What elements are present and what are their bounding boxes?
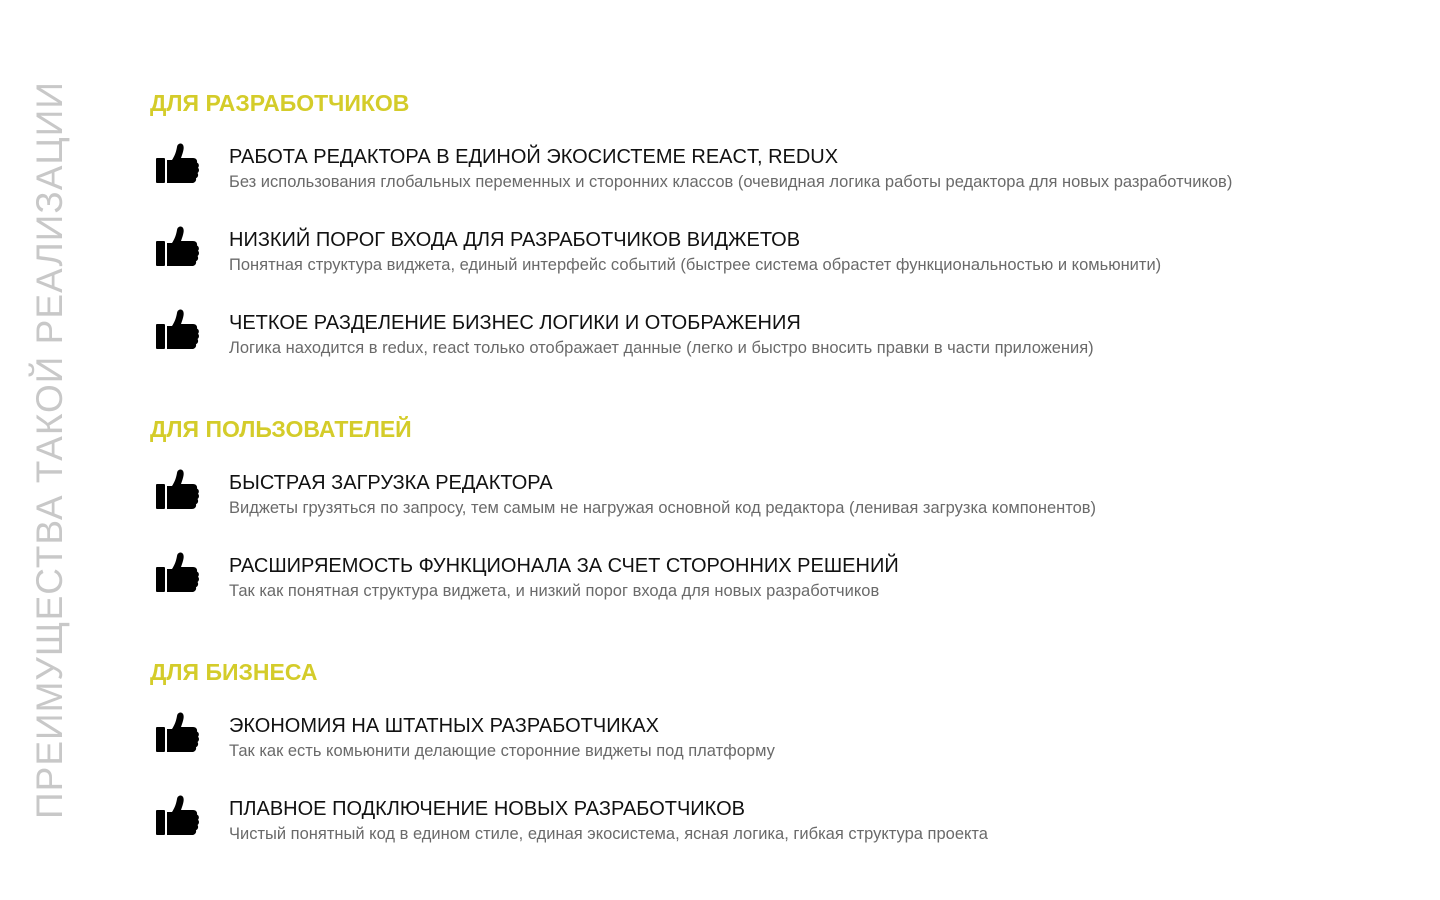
thumbs-up-icon xyxy=(155,142,201,188)
section-items xyxy=(150,714,1410,880)
item-description: Понятная структура виджета, единый интерфейс событий (быстрее система обрастет функциональностью и комьюнити) xyxy=(229,256,1162,274)
item-title: ЧЕТКОЕ РАЗДЕЛЕНИЕ БИЗНЕС ЛОГИКИ И ОТОБРАЖЕНИЯ xyxy=(229,312,801,334)
advantage-item xyxy=(150,554,1410,637)
thumbs-up-icon xyxy=(155,551,201,597)
item-description: Чистый понятный код в едином стиле, единая экосистема, ясная логика, гибкая структура проекта xyxy=(229,825,988,843)
item-text xyxy=(229,228,1410,277)
advantage-item xyxy=(150,311,1410,394)
advantage-item xyxy=(150,714,1410,797)
item-title: НИЗКИЙ ПОРОГ ВХОДА ДЛЯ РАЗРАБОТЧИКОВ ВИДЖЕТОВ xyxy=(229,229,801,251)
item-description: Виджеты грузяться по запросу, тем самым не нагружая основной код редактора (ленивая загрузка компонентов) xyxy=(229,499,1097,517)
thumbs-up-icon xyxy=(155,225,201,271)
thumbs-up-icon xyxy=(155,468,201,514)
item-title: РАСШИРЯЕМОСТЬ ФУНКЦИОНАЛА ЗА СЧЕТ СТОРОННИХ РЕШЕНИЙ xyxy=(229,555,899,577)
section xyxy=(150,414,1410,637)
thumbs-up-icon xyxy=(155,308,201,354)
item-description: Так как понятная структура виджета, и низкий порог входа для новых разработчиков xyxy=(229,582,880,600)
section-title: ДЛЯ ПОЛЬЗОВАТЕЛЕЙ xyxy=(150,416,412,442)
advantage-item xyxy=(150,228,1410,311)
item-text xyxy=(229,714,1410,763)
thumbs-up-icon xyxy=(155,711,201,757)
item-title: РАБОТА РЕДАКТОРА В ЕДИНОЙ ЭКОСИСТЕМЕ REACT, REDUX xyxy=(229,146,839,168)
item-description: Логика находится в redux, react только отображает данные (легко и быстро вносить правки в части приложения) xyxy=(229,339,1094,357)
item-title: ЭКОНОМИЯ НА ШТАТНЫХ РАЗРАБОТЧИКАХ xyxy=(229,715,659,737)
advantage-item xyxy=(150,797,1410,880)
thumbs-up-icon xyxy=(155,794,201,840)
item-description: Так как есть комьюнити делающие сторонние виджеты под платформу xyxy=(229,742,775,760)
item-text xyxy=(229,797,1410,846)
section-items xyxy=(150,145,1410,394)
item-description: Без использования глобальных переменных и сторонних классов (очевидная логика работы редактора для новых разработчиков) xyxy=(229,173,1233,191)
advantage-item xyxy=(150,145,1410,228)
item-text xyxy=(229,311,1410,360)
section xyxy=(150,88,1410,394)
item-title: БЫСТРАЯ ЗАГРУЗКА РЕДАКТОРА xyxy=(229,472,553,494)
item-text xyxy=(229,145,1410,194)
section xyxy=(150,657,1410,880)
section-title: ДЛЯ БИЗНЕСА xyxy=(150,659,318,685)
side-title: ПРЕИМУЩЕСТВА ТАКОЙ РЕАЛИЗАЦИИ xyxy=(29,81,70,819)
section-title: ДЛЯ РАЗРАБОТЧИКОВ xyxy=(150,90,410,116)
section-items xyxy=(150,471,1410,637)
item-title: ПЛАВНОЕ ПОДКЛЮЧЕНИЕ НОВЫХ РАЗРАБОТЧИКОВ xyxy=(229,798,745,820)
item-text xyxy=(229,471,1410,520)
advantages-content xyxy=(150,88,1410,880)
item-text xyxy=(229,554,1410,603)
advantage-item xyxy=(150,471,1410,554)
